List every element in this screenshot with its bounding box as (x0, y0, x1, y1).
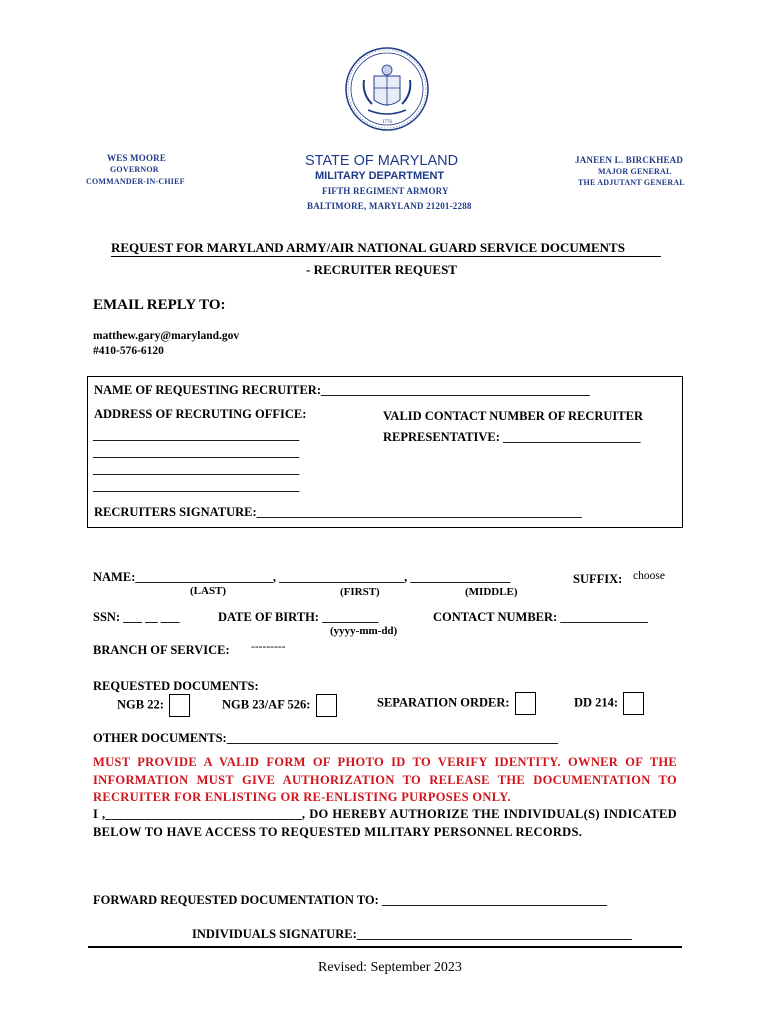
last-name-caption: (LAST) (190, 585, 227, 597)
forward-to-field[interactable]: FORWARD REQUESTED DOCUMENTATION TO: ____________________________________ (93, 893, 607, 907)
seal-year: 1776 (382, 120, 392, 125)
first-name-caption: (FIRST) (340, 586, 380, 598)
dd214-option (574, 692, 644, 715)
other-documents-field[interactable]: OTHER DOCUMENTS:_____________________________________________________ (93, 731, 558, 745)
contact-number-label: VALID CONTACT NUMBER OF RECRUITER (383, 409, 643, 423)
email-address[interactable]: matthew.gary@maryland.gov (93, 330, 240, 342)
office-address-label: ADDRESS OF RECRUTING OFFICE: (94, 407, 307, 421)
governor-title: GOVERNOR (110, 165, 159, 174)
email-label: EMAIL REPLY TO: (93, 297, 226, 313)
separation-order-checkbox[interactable] (515, 692, 536, 715)
title-underline (111, 256, 661, 257)
branch-label: BRANCH OF SERVICE: (93, 643, 230, 657)
recruiter-name-field[interactable]: NAME OF REQUESTING RECRUITER:___________________________________________ (94, 383, 590, 397)
date-of-birth-field[interactable]: DATE OF BIRTH: _________ (218, 610, 379, 624)
recruiter-signature-field[interactable]: RECRUITERS SIGNATURE:____________________________________________________ (94, 505, 582, 519)
dd214-checkbox[interactable] (623, 692, 644, 715)
office-address-line-4[interactable]: _________________________________ (93, 479, 300, 493)
armory-address: BALTIMORE, MARYLAND 21201-2288 (307, 201, 472, 211)
office-address-line-2[interactable]: _________________________________ (93, 445, 300, 459)
requested-documents-label: REQUESTED DOCUMENTS: (93, 679, 259, 693)
contact-number-field[interactable]: CONTACT NUMBER: ______________ (433, 610, 648, 624)
separation-order-option (377, 692, 536, 715)
ssn-field[interactable]: SSN: ___ __ ___ (93, 610, 180, 624)
individual-signature-field[interactable]: INDIVIDUALS SIGNATURE:____________________________________________ (192, 927, 632, 941)
ngb23-label: NGB 23/AF 526: (222, 697, 311, 712)
governor-name: WES MOORE (107, 153, 167, 163)
maryland-seal (344, 46, 430, 132)
separation-order-label: SEPARATION ORDER: (377, 695, 510, 710)
department-name: MILITARY DEPARTMENT (315, 170, 445, 182)
adjutant-title: THE ADJUTANT GENERAL (578, 178, 685, 187)
branch-select[interactable]: --------- (251, 641, 286, 653)
form-title: REQUEST FOR MARYLAND ARMY/AIR NATIONAL GUARD SERVICE DOCUMENTS (111, 240, 625, 255)
footer-divider (88, 946, 682, 948)
photo-id-notice: MUST PROVIDE A VALID FORM OF PHOTO ID TO VERIFY IDENTITY. OWNER OF THE INFORMATION MUST GIVE AUTHORIZATION TO RELEASE THE DOCUMENTATION TO RECRUITER FOR ENLISTING OR RE-ENLISTING PURPOSES ONLY. (93, 755, 677, 804)
adjutant-name: JANEEN L. BIRCKHEAD (575, 155, 684, 165)
name-field[interactable]: NAME:______________________, ____________________, ________________ (93, 570, 511, 584)
ngb22-option (117, 694, 190, 717)
representative-field[interactable]: REPRESENTATIVE: ______________________ (383, 430, 641, 444)
ngb23-checkbox[interactable] (316, 694, 337, 717)
dd214-label: DD 214: (574, 695, 619, 710)
office-address-line-3[interactable]: _________________________________ (93, 462, 300, 476)
armory-name: FIFTH REGIMENT ARMORY (322, 186, 449, 196)
authorization-statement[interactable]: I ,______________________________, DO HEREBY AUTHORIZE THE INDIVIDUAL(S) INDICATED BELOW TO HAVE ACCESS TO REQUESTED MILITARY PERSONNEL RECORDS. (93, 807, 677, 839)
governor-role: COMMANDER-IN-CHIEF (86, 177, 185, 186)
ngb22-label: NGB 22: (117, 697, 164, 712)
state-title: STATE OF MARYLAND (305, 153, 459, 169)
adjutant-rank: MAJOR GENERAL (598, 167, 672, 176)
revised-date: Revised: September 2023 (318, 960, 462, 975)
middle-name-caption: (MIDDLE) (465, 586, 518, 598)
suffix-select[interactable]: choose (633, 570, 665, 582)
form-subtitle: - RECRUITER REQUEST (306, 262, 457, 277)
suffix-label: SUFFIX: (573, 572, 623, 586)
office-address-line-1[interactable]: _________________________________ (93, 428, 300, 442)
ngb22-checkbox[interactable] (169, 694, 190, 717)
ngb23-option (222, 694, 337, 717)
dob-format-caption: (yyyy-mm-dd) (330, 625, 398, 637)
email-phone: #410-576-6120 (93, 345, 164, 357)
